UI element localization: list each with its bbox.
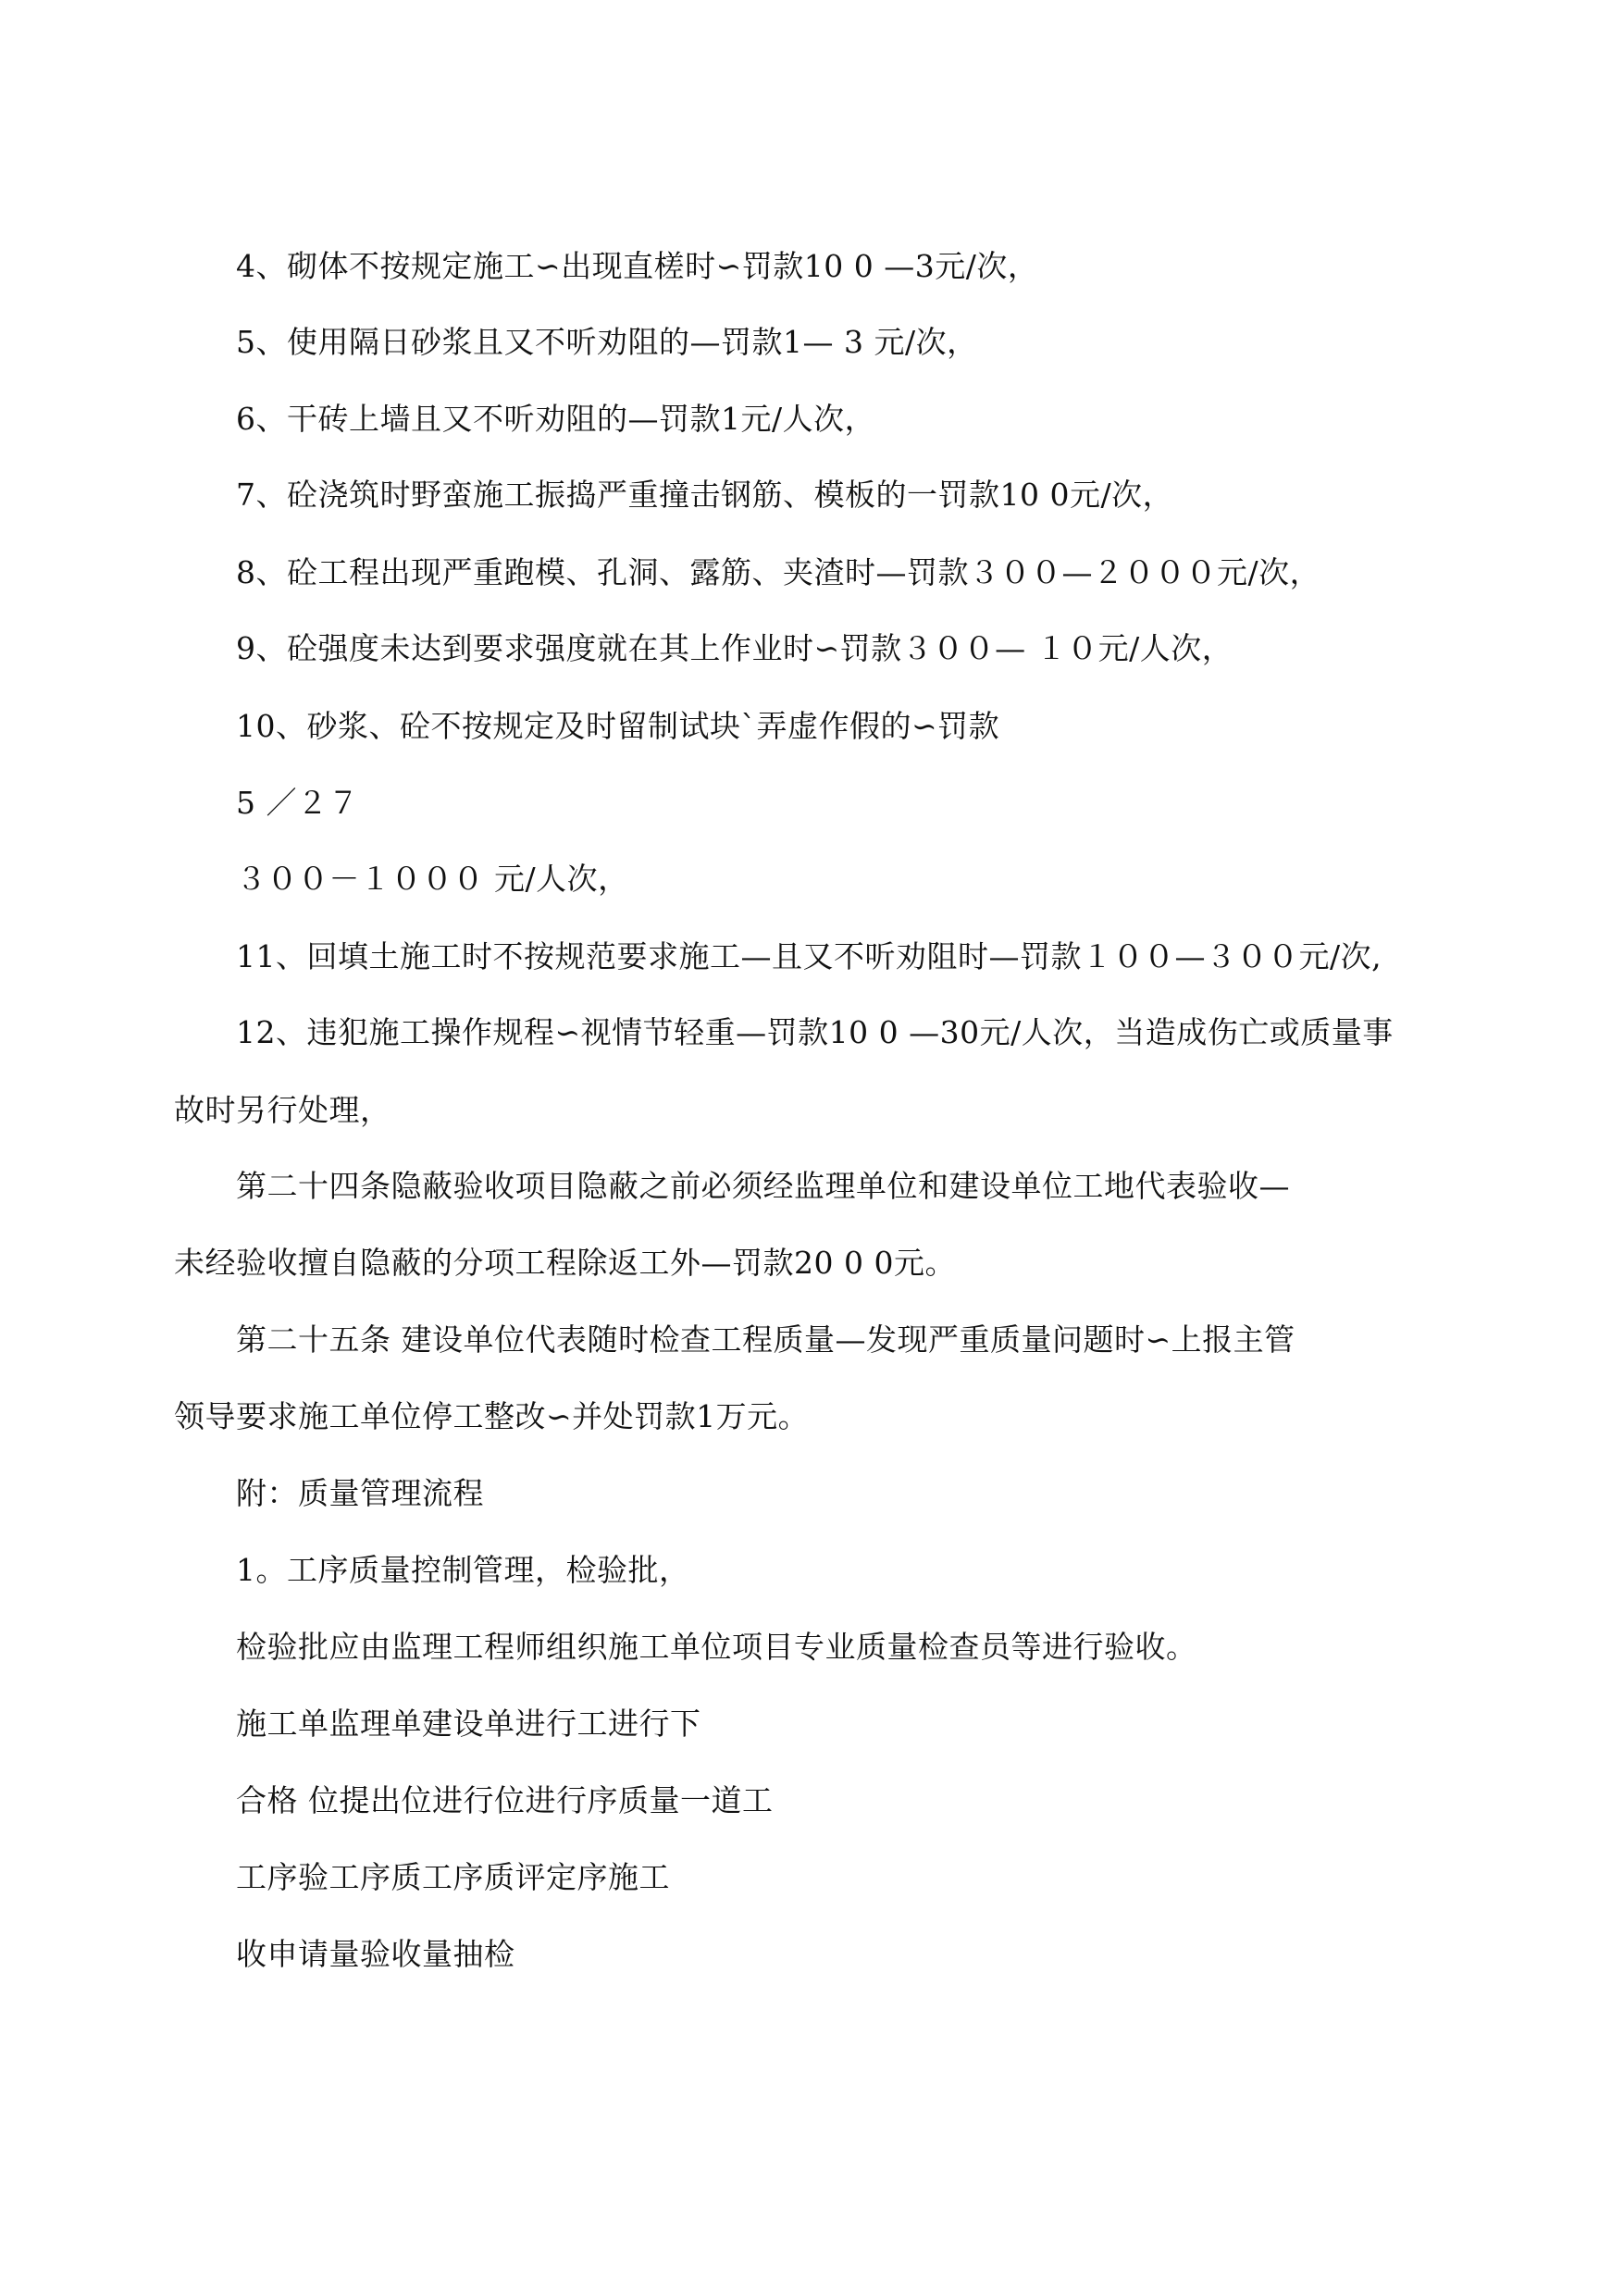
paragraph-line: 故时另行处理， bbox=[174, 1092, 391, 1128]
section-heading: 附：质量管理流程 bbox=[236, 1475, 484, 1511]
paragraph-line: 4、砌体不按规定施工∽出现直槎时∽罚款10 0 —3元/次， bbox=[236, 248, 1039, 284]
paragraph-line: 第二十五条 建设单位代表随时检查工程质量—发现严重质量问题时∽上报主管 bbox=[236, 1321, 1295, 1358]
paragraph-line: ３００－１０００ 元/人次， bbox=[236, 861, 629, 897]
paragraph-line: 11、回填土施工时不按规范要求施工—且又不听劝阻时—罚款１００—３００元/次, bbox=[236, 938, 1382, 974]
paragraph-line: 6、干砖上墙且又不听劝阻的—罚款1元/人次， bbox=[236, 401, 876, 437]
paragraph-line: 领导要求施工单位停工整改∽并处罚款1万元。 bbox=[174, 1398, 810, 1434]
page-number: 5 ／２７ bbox=[236, 785, 359, 821]
paragraph-line: 1。工序质量控制管理，检验批， bbox=[236, 1552, 690, 1588]
paragraph-line: 检验批应由监理工程师组织施工单位项目专业质量检查员等进行验收。 bbox=[236, 1629, 1197, 1665]
paragraph-line: 未经验收擅自隐蔽的分项工程除返工外—罚款20 0 0元。 bbox=[174, 1245, 956, 1281]
flow-text-line: 合格 位提出位进行位进行序质量一道工 bbox=[236, 1782, 774, 1818]
paragraph-line: 10、砂浆、砼不按规定及时留制试块`弄虚作假的∽罚款 bbox=[236, 708, 1000, 744]
paragraph-line: 7、砼浇筑时野蛮施工振捣严重撞击钢筋、模板的一罚款10 0元/次， bbox=[236, 477, 1174, 513]
paragraph-line: 12、违犯施工操作规程∽视情节轻重—罚款10 0 —30元/人次，当造成伤亡或质量事 bbox=[236, 1014, 1394, 1050]
paragraph-line: 第二十四条隐蔽验收项目隐蔽之前必须经监理单位和建设单位工地代表验收— bbox=[236, 1168, 1290, 1204]
paragraph-line: 8、砼工程出现严重跑模、孔洞、露筋、夹渣时—罚款３００—２０００元/次， bbox=[236, 554, 1321, 590]
paragraph-line: 9、砼强度未达到要求强度就在其上作业时∽罚款３００— １０元/人次， bbox=[236, 630, 1233, 666]
flow-text-line: 收申请量验收量抽检 bbox=[236, 1936, 515, 1972]
paragraph-line: 5、使用隔日砂浆且又不听劝阻的—罚款1— 3 元/次， bbox=[236, 324, 978, 360]
flow-text-line: 工序验工序质工序质评定序施工 bbox=[236, 1859, 670, 1895]
flow-text-line: 施工单监理单建设单进行工进行下 bbox=[236, 1706, 701, 1742]
